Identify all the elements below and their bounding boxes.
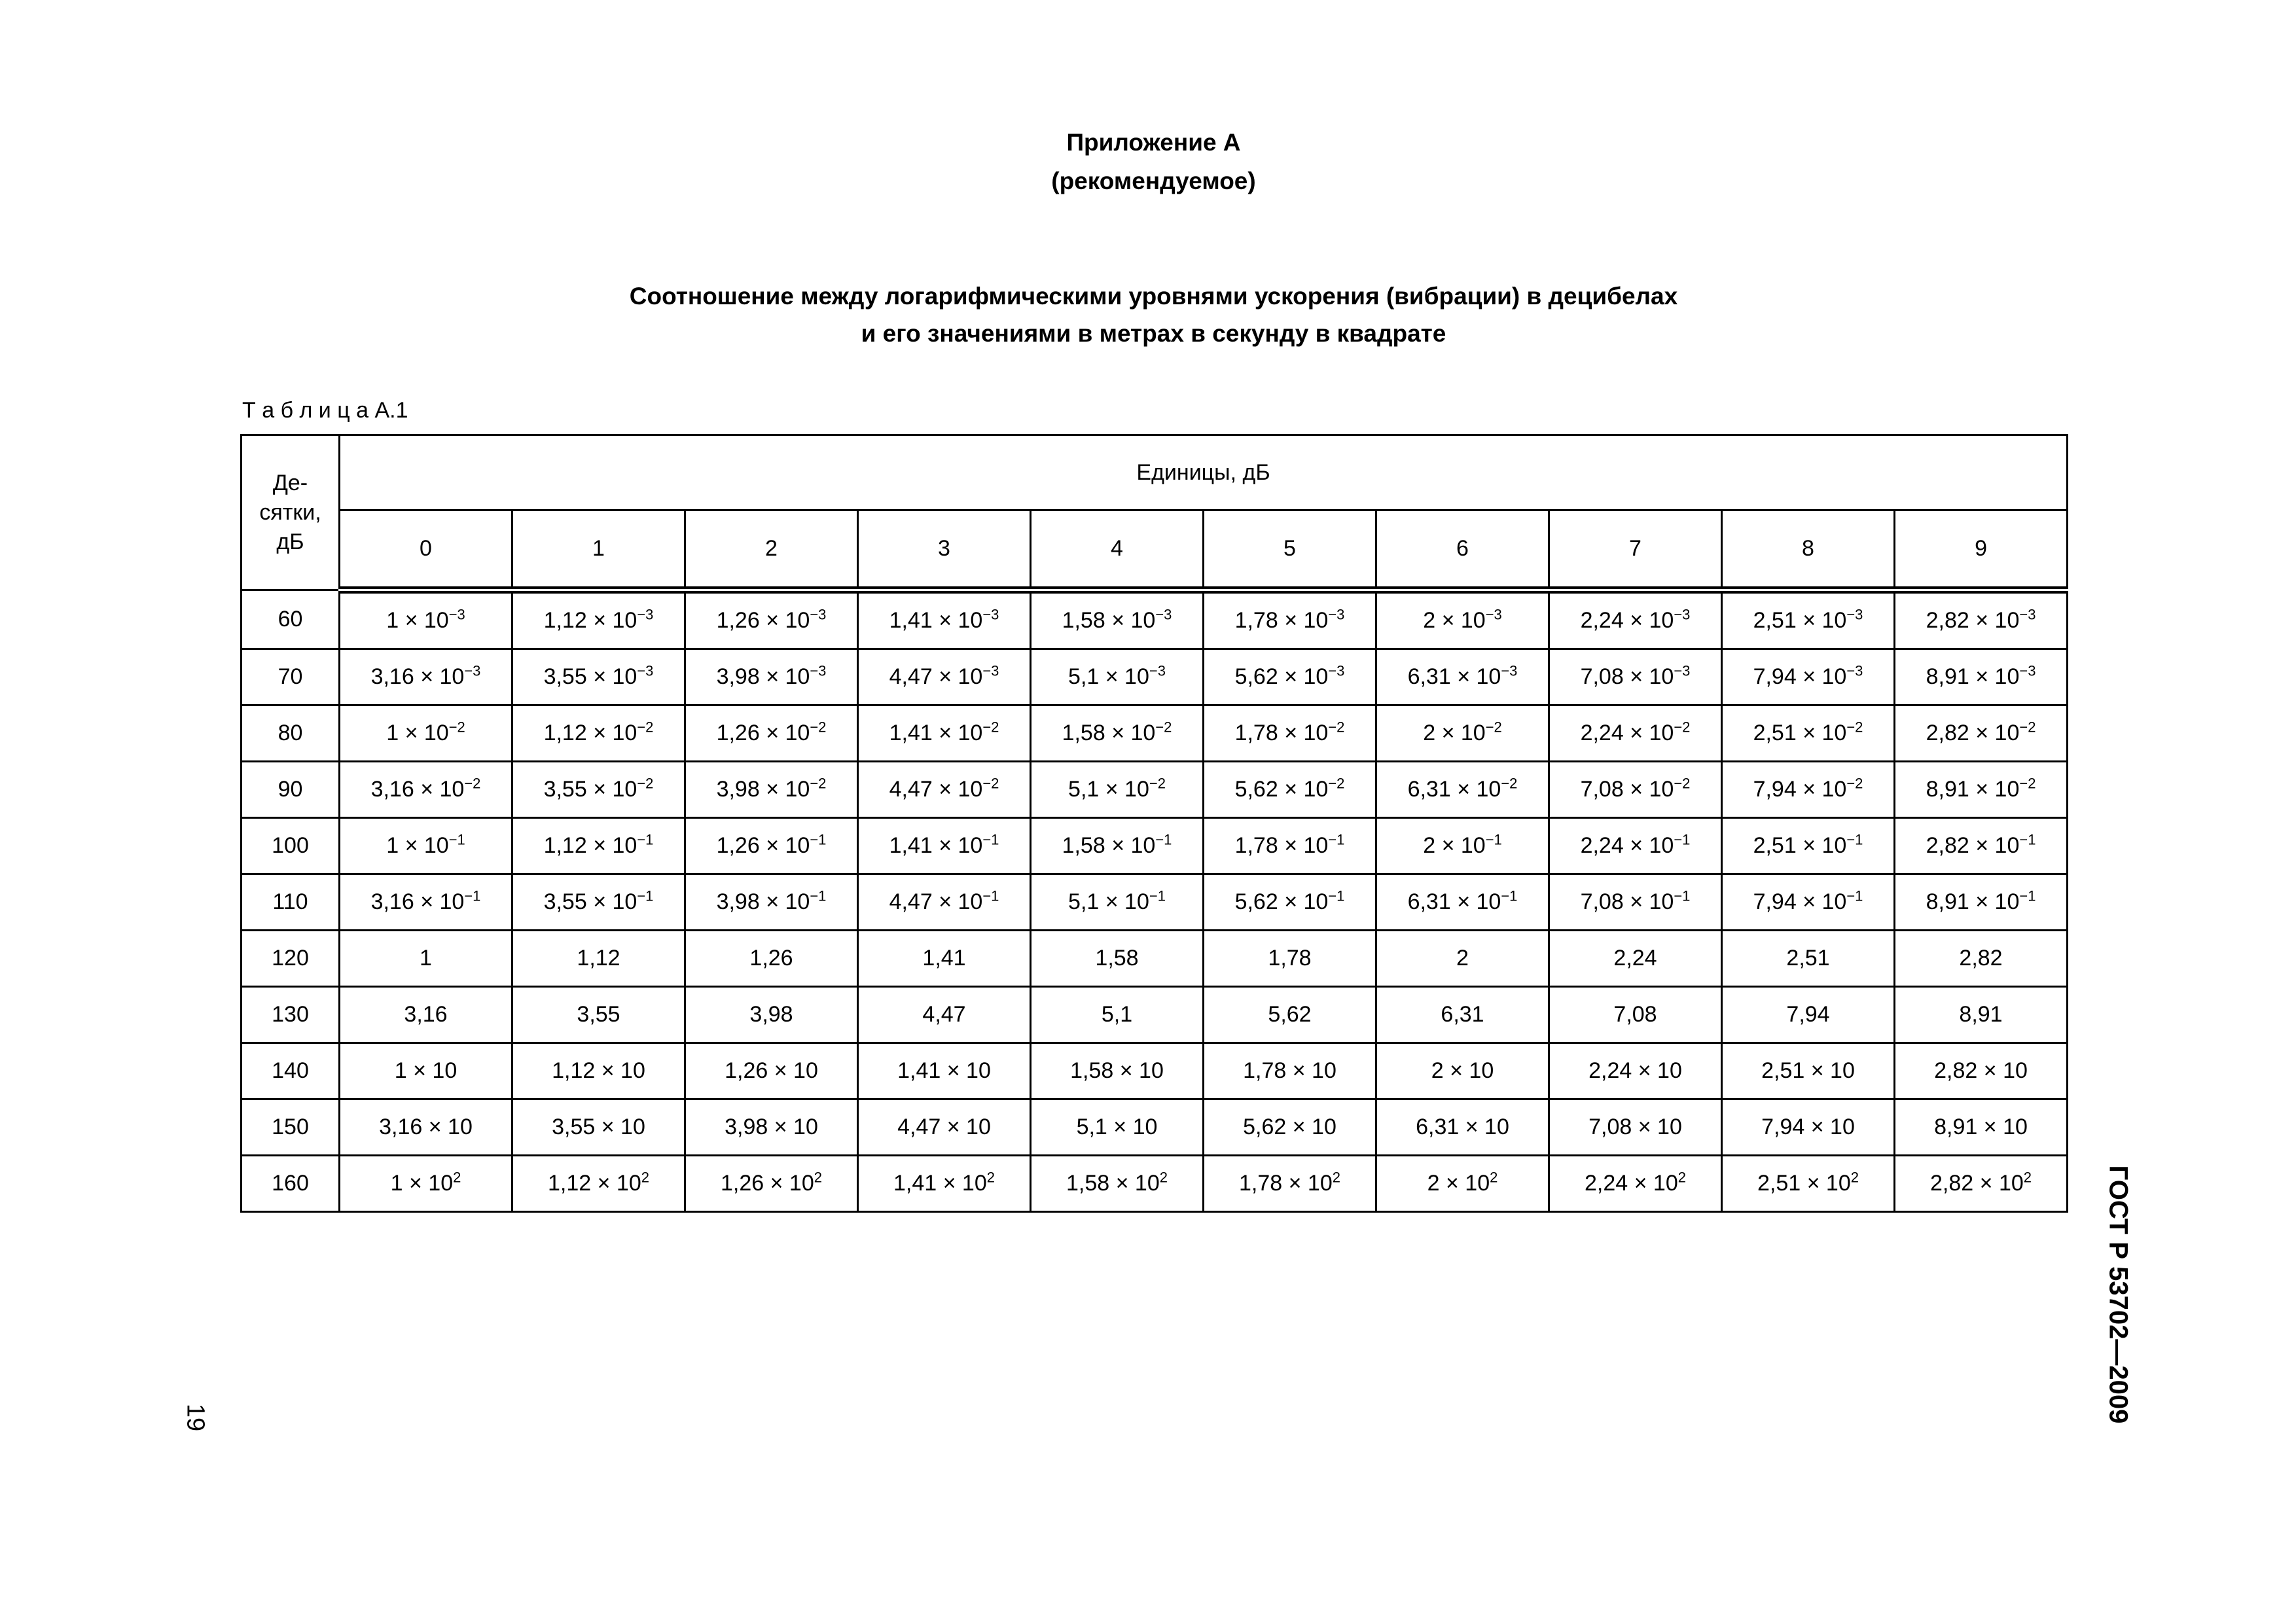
exponent: −2 [2019, 775, 2036, 792]
col-header: 5 [1204, 510, 1376, 590]
value-cell: $1,12 \times 10^{-2}$ [512, 705, 685, 762]
value-cell: $2,82 \times 10^{-2}$ [1895, 705, 2068, 762]
value-cell: $7,08 \times 10^{-2}$ [1549, 762, 1722, 818]
value-cell: 1,12 [512, 931, 685, 987]
value-cell: $8,91 \times 10^{-1}$ [1895, 874, 2068, 931]
exponent: −1 [982, 887, 999, 904]
exponent: −3 [448, 606, 465, 623]
col-header: 7 [1549, 510, 1722, 590]
value-cell: 7,94 [1722, 987, 1895, 1043]
col-header: 1 [512, 510, 685, 590]
table-row [242, 1099, 2068, 1156]
decade-cell: 140 [242, 1043, 340, 1099]
value-cell: $2,24 \times 10^{-1}$ [1549, 818, 1722, 874]
value-cell: $1,26 \times 10^{-2}$ [685, 705, 858, 762]
value-cell: $1,26 \times 10^2$ [685, 1156, 858, 1212]
exponent: −2 [637, 719, 654, 736]
exponent: −1 [1674, 831, 1691, 848]
corner-header: Де- сятки, дБ [242, 435, 340, 590]
table-row [242, 931, 2068, 987]
value-cell: $2,82 \times 10^{-1}$ [1895, 818, 2068, 874]
col-header: 0 [340, 510, 512, 590]
value-cell: 1,26 × 10 [685, 1043, 858, 1099]
exponent: 2 [814, 1169, 822, 1186]
table-row [242, 590, 2068, 649]
exponent: −2 [810, 719, 827, 736]
exponent: 2 [453, 1169, 461, 1186]
value-cell: $2,24 \times 10^{-2}$ [1549, 705, 1722, 762]
exponent: −2 [1155, 719, 1172, 736]
value-cell: 4,47 [858, 987, 1031, 1043]
page-title-line2: и его значениями в метрах в секунду в квадрате [861, 320, 1446, 347]
value-cell: $5,62 \times 10^{-2}$ [1204, 762, 1376, 818]
value-cell: $7,94 \times 10^{-3}$ [1722, 649, 1895, 705]
value-cell: $2,24 \times 10^2$ [1549, 1156, 1722, 1212]
exponent: −3 [637, 606, 654, 623]
value-cell: $2,51 \times 10^{-1}$ [1722, 818, 1895, 874]
value-cell: 2 × 10 [1376, 1043, 1549, 1099]
exponent: 2 [1677, 1169, 1686, 1186]
value-cell: $3,16 \times 10^{-3}$ [340, 649, 512, 705]
col-header: 3 [858, 510, 1031, 590]
value-cell: 2,82 × 10 [1895, 1043, 2068, 1099]
exponent: −1 [1328, 887, 1345, 904]
value-cell: 4,47 × 10 [858, 1099, 1031, 1156]
value-cell: 1,26 [685, 931, 858, 987]
value-cell: $1 \times 10^{-3}$ [340, 590, 512, 649]
exponent: −1 [810, 831, 827, 848]
decade-cell: 70 [242, 649, 340, 705]
conversion-table [240, 434, 2068, 1213]
exponent: 2 [1332, 1169, 1340, 1186]
value-cell: 1,58 × 10 [1031, 1043, 1204, 1099]
value-cell: 8,91 × 10 [1895, 1099, 2068, 1156]
value-cell: $4,47 \times 10^{-2}$ [858, 762, 1031, 818]
value-cell: $5,1 \times 10^{-2}$ [1031, 762, 1204, 818]
exponent: 2 [641, 1169, 649, 1186]
value-cell: 2,24 × 10 [1549, 1043, 1722, 1099]
value-cell: $3,98 \times 10^{-3}$ [685, 649, 858, 705]
value-cell: 2,24 [1549, 931, 1722, 987]
exponent: −3 [1501, 662, 1518, 679]
exponent: −3 [1674, 662, 1691, 679]
value-cell: 1 × 10 [340, 1043, 512, 1099]
value-cell: $2,82 \times 10^{-3}$ [1895, 590, 2068, 649]
value-cell: $1,58 \times 10^{-3}$ [1031, 590, 1204, 649]
value-cell: $2 \times 10^2$ [1376, 1156, 1549, 1212]
value-cell: $2 \times 10^{-3}$ [1376, 590, 1549, 649]
value-cell: $1,58 \times 10^{-1}$ [1031, 818, 1204, 874]
exponent: −1 [2019, 831, 2036, 848]
value-cell: $1,58 \times 10^2$ [1031, 1156, 1204, 1212]
value-cell: 3,16 [340, 987, 512, 1043]
exponent: −2 [2019, 719, 2036, 736]
units-header: Единицы, дБ [340, 435, 2068, 510]
exponent: −2 [1846, 775, 1863, 792]
exponent: −2 [448, 719, 465, 736]
table-row [242, 649, 2068, 705]
value-cell: $3,98 \times 10^{-1}$ [685, 874, 858, 931]
value-cell: 5,1 [1031, 987, 1204, 1043]
decade-cell: 100 [242, 818, 340, 874]
exponent: −1 [1674, 887, 1691, 904]
value-cell: $2 \times 10^{-2}$ [1376, 705, 1549, 762]
value-cell: $7,08 \times 10^{-3}$ [1549, 649, 1722, 705]
exponent: −2 [464, 775, 481, 792]
value-cell: $6,31 \times 10^{-2}$ [1376, 762, 1549, 818]
exponent: 2 [1159, 1169, 1168, 1186]
exponent: −2 [982, 719, 999, 736]
value-cell: $3,16 \times 10^{-2}$ [340, 762, 512, 818]
exponent: −1 [810, 887, 827, 904]
value-cell: 2,51 [1722, 931, 1895, 987]
value-cell: 7,94 × 10 [1722, 1099, 1895, 1156]
exponent: −1 [1846, 887, 1863, 904]
exponent: −3 [1674, 606, 1691, 623]
exponent: −2 [982, 775, 999, 792]
exponent: −1 [637, 831, 654, 848]
value-cell: 8,91 [1895, 987, 2068, 1043]
exponent: −3 [810, 662, 827, 679]
decade-cell: 60 [242, 590, 340, 649]
value-cell: 7,08 × 10 [1549, 1099, 1722, 1156]
table-body [242, 590, 2068, 1212]
value-cell: 7,08 [1549, 987, 1722, 1043]
exponent: −1 [1485, 831, 1502, 848]
decade-cell: 120 [242, 931, 340, 987]
value-cell: 2,82 [1895, 931, 2068, 987]
value-cell: $1,78 \times 10^{-2}$ [1204, 705, 1376, 762]
exponent: −1 [464, 887, 481, 904]
exponent: −2 [1485, 719, 1502, 736]
exponent: −3 [1149, 662, 1166, 679]
value-cell: $8,91 \times 10^{-2}$ [1895, 762, 2068, 818]
value-cell: $1,12 \times 10^{-1}$ [512, 818, 685, 874]
col-header: 8 [1722, 510, 1895, 590]
table-row [242, 1043, 2068, 1099]
exponent: −3 [1328, 662, 1345, 679]
exponent: −3 [2019, 662, 2036, 679]
exponent: 2 [1490, 1169, 1498, 1186]
appendix-title: Приложение А [1066, 129, 1241, 156]
exponent: −3 [2019, 606, 2036, 623]
table-label: Т а б л и ц а А.1 [242, 398, 408, 423]
value-cell: 6,31 [1376, 987, 1549, 1043]
value-cell: $5,1 \times 10^{-3}$ [1031, 649, 1204, 705]
exponent: −2 [1674, 719, 1691, 736]
table-row [242, 987, 2068, 1043]
exponent: −1 [448, 831, 465, 848]
value-cell: $3,55 \times 10^{-3}$ [512, 649, 685, 705]
value-cell: 3,98 [685, 987, 858, 1043]
exponent: −2 [1149, 775, 1166, 792]
value-cell: $4,47 \times 10^{-3}$ [858, 649, 1031, 705]
value-cell: $2,51 \times 10^2$ [1722, 1156, 1895, 1212]
exponent: −3 [464, 662, 481, 679]
table-row [242, 874, 2068, 931]
value-cell: $1,78 \times 10^{-3}$ [1204, 590, 1376, 649]
appendix-heading [240, 123, 2067, 200]
value-cell: $1,78 \times 10^{-1}$ [1204, 818, 1376, 874]
appendix-subtitle: (рекомендуемое) [1051, 168, 1256, 194]
value-cell: $1 \times 10^{-1}$ [340, 818, 512, 874]
value-cell: $1,41 \times 10^{-3}$ [858, 590, 1031, 649]
exponent: −1 [1149, 887, 1166, 904]
page-number: 19 [181, 1403, 209, 1432]
value-cell: $3,98 \times 10^{-2}$ [685, 762, 858, 818]
value-cell: $1 \times 10^2$ [340, 1156, 512, 1212]
value-cell: $3,55 \times 10^{-2}$ [512, 762, 685, 818]
exponent: −2 [1328, 775, 1345, 792]
value-cell: 1,78 [1204, 931, 1376, 987]
value-cell: $4,47 \times 10^{-1}$ [858, 874, 1031, 931]
exponent: −2 [1674, 775, 1691, 792]
value-cell: 2 [1376, 931, 1549, 987]
value-cell: 3,98 × 10 [685, 1099, 858, 1156]
value-cell: $1,58 \times 10^{-2}$ [1031, 705, 1204, 762]
value-cell: 1,58 [1031, 931, 1204, 987]
value-cell: $3,55 \times 10^{-1}$ [512, 874, 685, 931]
value-cell: 2,51 × 10 [1722, 1043, 1895, 1099]
col-header: 2 [685, 510, 858, 590]
value-cell: 6,31 × 10 [1376, 1099, 1549, 1156]
value-cell: 3,16 × 10 [340, 1099, 512, 1156]
exponent: −1 [1501, 887, 1518, 904]
digits-header-row [242, 510, 2068, 590]
value-cell: $6,31 \times 10^{-1}$ [1376, 874, 1549, 931]
exponent: 2 [1850, 1169, 1859, 1186]
exponent: −2 [637, 775, 654, 792]
table-row [242, 762, 2068, 818]
col-header: 9 [1895, 510, 2068, 590]
decade-cell: 160 [242, 1156, 340, 1212]
exponent: −1 [982, 831, 999, 848]
value-cell: $2,51 \times 10^{-3}$ [1722, 590, 1895, 649]
value-cell: $1,41 \times 10^{-1}$ [858, 818, 1031, 874]
page-title [240, 277, 2067, 352]
value-cell: $1,41 \times 10^2$ [858, 1156, 1031, 1212]
decade-cell: 110 [242, 874, 340, 931]
value-cell: 5,62 [1204, 987, 1376, 1043]
exponent: −3 [1846, 662, 1863, 679]
exponent: 2 [986, 1169, 995, 1186]
value-cell: $1 \times 10^{-2}$ [340, 705, 512, 762]
col-header: 4 [1031, 510, 1204, 590]
value-cell: 1 [340, 931, 512, 987]
decade-cell: 90 [242, 762, 340, 818]
exponent: −3 [637, 662, 654, 679]
value-cell: $8,91 \times 10^{-3}$ [1895, 649, 2068, 705]
value-cell: $5,1 \times 10^{-1}$ [1031, 874, 1204, 931]
value-cell: 1,12 × 10 [512, 1043, 685, 1099]
value-cell: $1,12 \times 10^2$ [512, 1156, 685, 1212]
value-cell: $7,08 \times 10^{-1}$ [1549, 874, 1722, 931]
value-cell: $1,12 \times 10^{-3}$ [512, 590, 685, 649]
page-title-line1: Соотношение между логарифмическими уровнями ускорения (вибрации) в децибелах [629, 283, 1678, 310]
exponent: −1 [1328, 831, 1345, 848]
value-cell: $7,94 \times 10^{-1}$ [1722, 874, 1895, 931]
table-row [242, 705, 2068, 762]
value-cell: $2,51 \times 10^{-2}$ [1722, 705, 1895, 762]
exponent: −1 [1155, 831, 1172, 848]
value-cell: $5,62 \times 10^{-1}$ [1204, 874, 1376, 931]
col-header: 6 [1376, 510, 1549, 590]
exponent: −2 [1846, 719, 1863, 736]
value-cell: $2,82 \times 10^2$ [1895, 1156, 2068, 1212]
decade-cell: 130 [242, 987, 340, 1043]
value-cell: $2,24 \times 10^{-3}$ [1549, 590, 1722, 649]
decade-cell: 150 [242, 1099, 340, 1156]
exponent: −3 [1485, 606, 1502, 623]
value-cell: $6,31 \times 10^{-3}$ [1376, 649, 1549, 705]
table-row [242, 1156, 2068, 1212]
exponent: −3 [1155, 606, 1172, 623]
exponent: −3 [982, 662, 999, 679]
value-cell: $2 \times 10^{-1}$ [1376, 818, 1549, 874]
value-cell: $7,94 \times 10^{-2}$ [1722, 762, 1895, 818]
value-cell: $1,26 \times 10^{-3}$ [685, 590, 858, 649]
value-cell: $1,41 \times 10^{-2}$ [858, 705, 1031, 762]
value-cell: 5,1 × 10 [1031, 1099, 1204, 1156]
exponent: −3 [1846, 606, 1863, 623]
exponent: −1 [1846, 831, 1863, 848]
table-row [242, 818, 2068, 874]
exponent: −2 [1501, 775, 1518, 792]
gost-side-label: ГОСТ Р 53702—2009 [2104, 1165, 2133, 1424]
units-header-row [242, 435, 2068, 510]
value-cell: $1,26 \times 10^{-1}$ [685, 818, 858, 874]
exponent: −2 [1328, 719, 1345, 736]
value-cell: 3,55 × 10 [512, 1099, 685, 1156]
value-cell: $1,78 \times 10^2$ [1204, 1156, 1376, 1212]
value-cell: 3,55 [512, 987, 685, 1043]
value-cell: 1,78 × 10 [1204, 1043, 1376, 1099]
exponent: −1 [637, 887, 654, 904]
value-cell: 1,41 × 10 [858, 1043, 1031, 1099]
value-cell: $5,62 \times 10^{-3}$ [1204, 649, 1376, 705]
exponent: −1 [2019, 887, 2036, 904]
exponent: −3 [810, 606, 827, 623]
exponent: −3 [982, 606, 999, 623]
exponent: −3 [1328, 606, 1345, 623]
value-cell: 5,62 × 10 [1204, 1099, 1376, 1156]
decade-cell: 80 [242, 705, 340, 762]
value-cell: 1,41 [858, 931, 1031, 987]
exponent: −2 [810, 775, 827, 792]
value-cell: $3,16 \times 10^{-1}$ [340, 874, 512, 931]
exponent: 2 [2023, 1169, 2032, 1186]
